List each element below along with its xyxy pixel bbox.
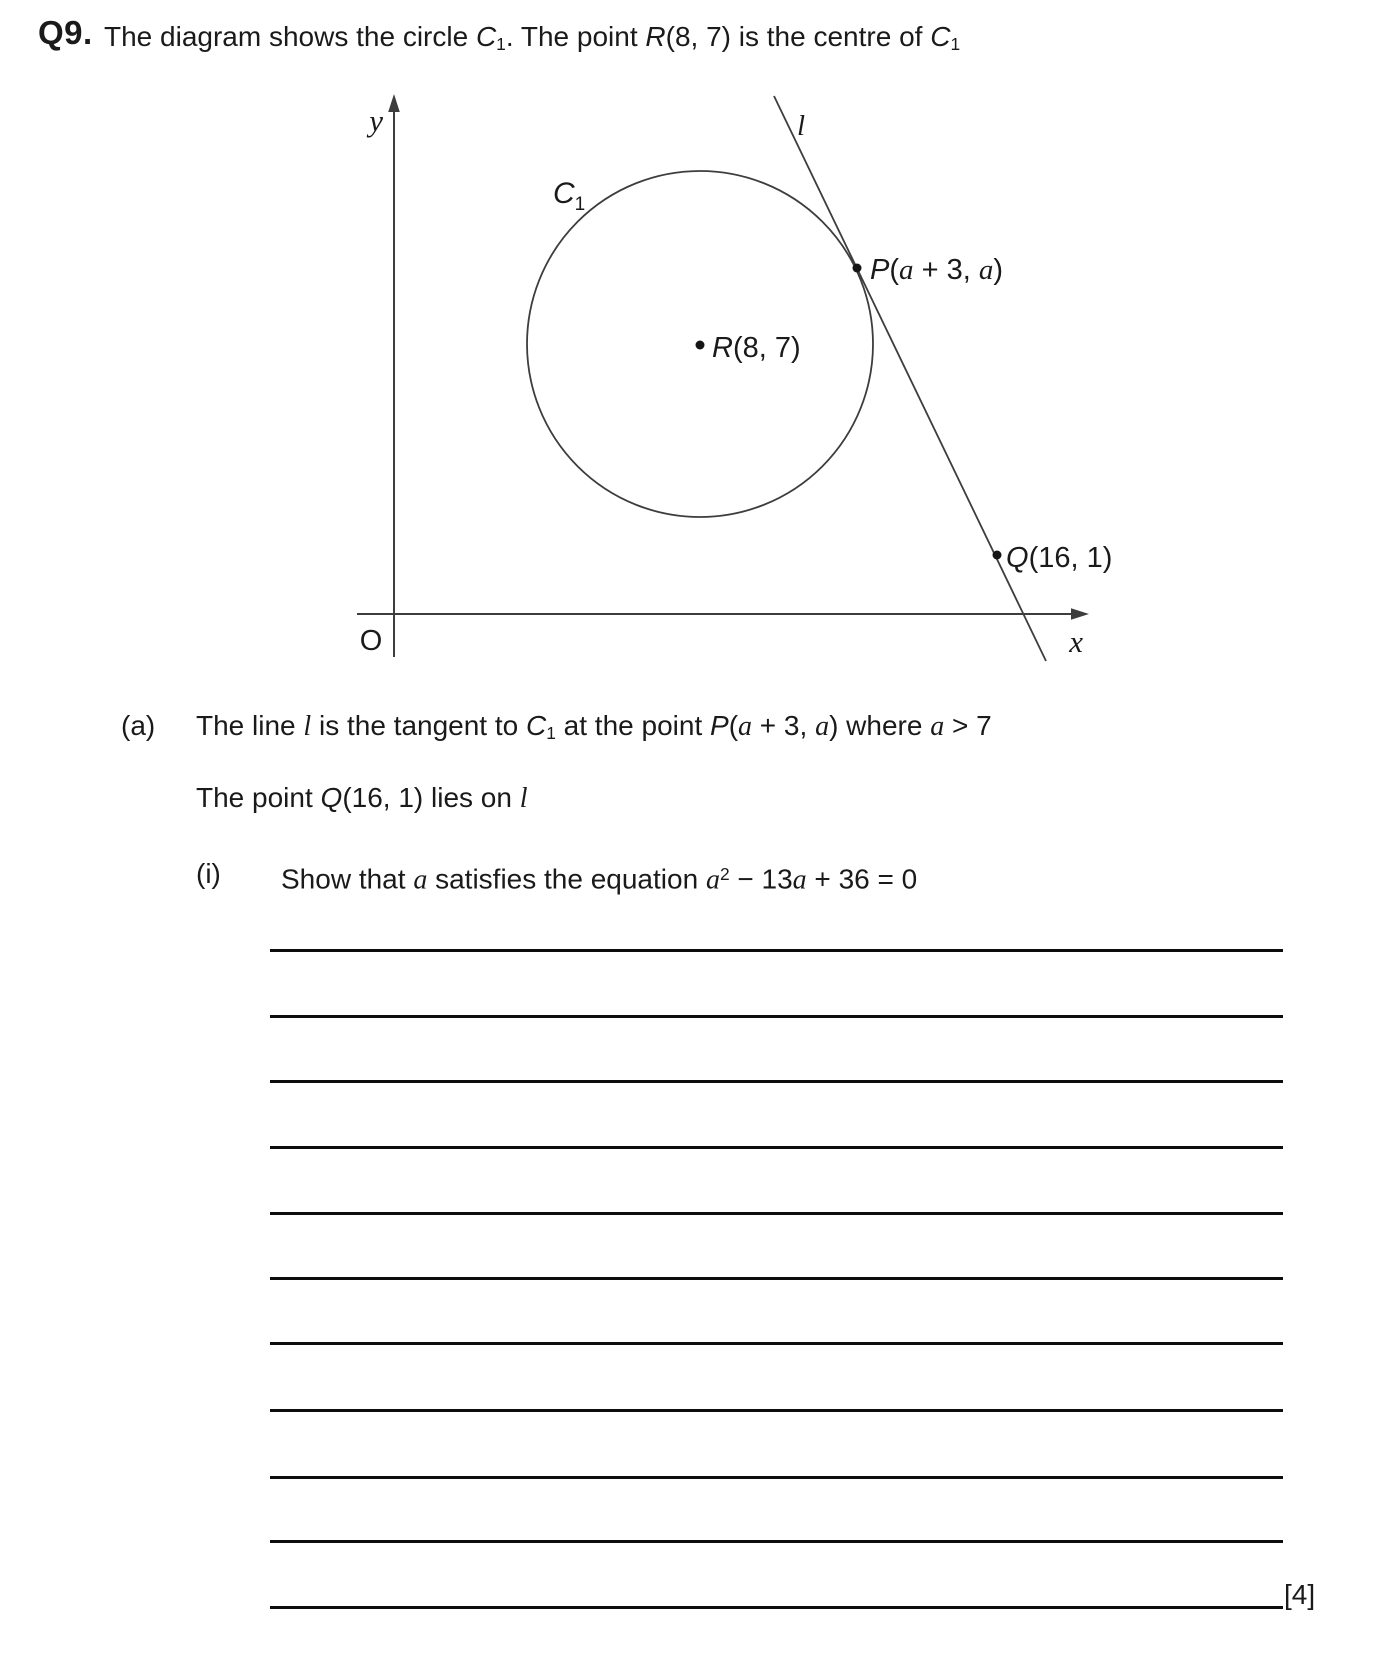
y-axis-arrow-icon bbox=[388, 94, 400, 112]
x-axis-label: x bbox=[1069, 624, 1083, 659]
circle-c1-label: $C_1$ bbox=[553, 177, 586, 215]
point-p-dot bbox=[853, 264, 862, 273]
part-a-label: (a) bbox=[121, 710, 156, 741]
answer-line-11 bbox=[270, 1606, 1283, 1609]
point-p-label: P(a + 3, a) bbox=[870, 254, 1003, 286]
question-number: Q9. bbox=[38, 14, 93, 51]
part-a-line1: The line l is the tangent to C1 at the point P(a + 3, a) where a > 7 bbox=[196, 710, 992, 743]
answer-line-4 bbox=[270, 1146, 1283, 1149]
circle-diagram bbox=[330, 85, 1120, 680]
answer-line-10 bbox=[270, 1540, 1283, 1543]
tangent-line-l bbox=[774, 96, 1046, 661]
answer-line-9 bbox=[270, 1476, 1283, 1479]
marks-badge: [4] bbox=[1284, 1579, 1316, 1610]
answer-line-7 bbox=[270, 1342, 1283, 1345]
answer-line-3 bbox=[270, 1080, 1283, 1083]
part-i-text: Show that a satisfies the equation $a^2 - 13a + 36 = 0$ bbox=[281, 863, 918, 896]
answer-line-2 bbox=[270, 1015, 1283, 1018]
origin-label: O bbox=[359, 625, 383, 657]
point-r-label: R(8, 7) bbox=[712, 332, 801, 364]
point-q-label: Q(16, 1) bbox=[1006, 542, 1113, 574]
x-axis-arrow-icon bbox=[1071, 608, 1089, 620]
point-q-dot bbox=[993, 551, 1002, 560]
answer-line-8 bbox=[270, 1409, 1283, 1412]
part-i-label: (i) bbox=[196, 858, 221, 889]
point-r-dot bbox=[696, 341, 705, 350]
part-a-line2: The point Q(16, 1) lies on l bbox=[196, 782, 528, 814]
answer-line-1 bbox=[270, 949, 1283, 952]
tangent-line-label: l bbox=[797, 110, 806, 142]
answer-line-5 bbox=[270, 1212, 1283, 1215]
question-header-text: The diagram shows the circle C1. The point R(8, 7) is the centre of C1 bbox=[104, 21, 961, 54]
y-axis-label: y bbox=[369, 103, 383, 138]
answer-line-6 bbox=[270, 1277, 1283, 1280]
